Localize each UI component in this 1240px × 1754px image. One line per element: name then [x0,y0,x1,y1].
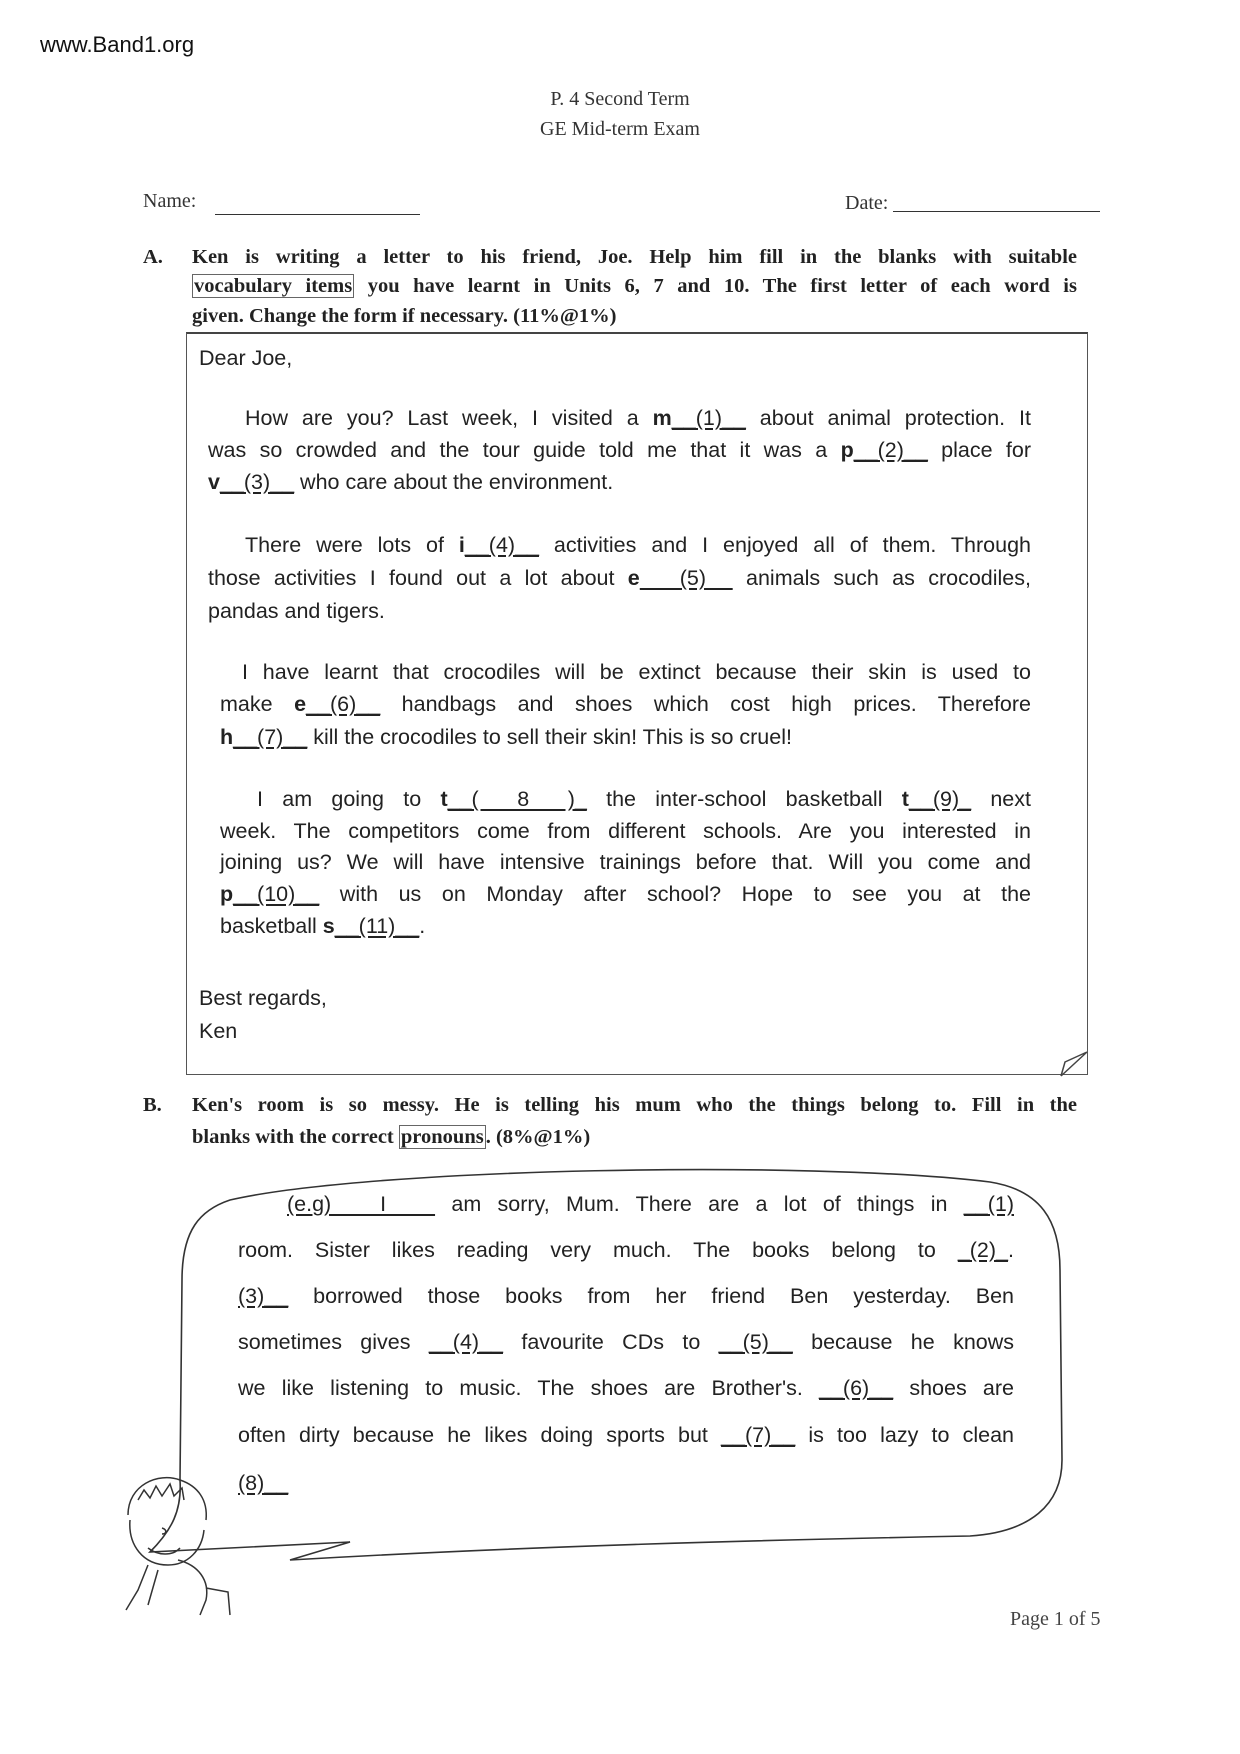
answer-blank[interactable]: __(9)_ [908,787,972,811]
first-letter-hint: i [458,533,465,557]
text-segment: animals such as crocodiles, [732,566,1031,590]
text-segment: . (8%@1%) [485,1126,591,1148]
text-line [192,1094,1077,1117]
text-segment: we like listening to music. The shoes are Brother's. [238,1376,820,1400]
text-segment: room. Sister likes reading very much. The books belong to [238,1238,958,1262]
text-segment: make [220,692,295,716]
text-segment: the inter-school basketball [586,787,902,811]
text-line [242,659,1031,685]
text-segment: with us on Monday after school? Hope to see you at the [319,882,1031,906]
answer-blank[interactable]: __(5)__ [718,1330,793,1354]
first-letter-hint: e [627,566,640,590]
text-segment: next [971,787,1031,811]
text-line [208,598,1031,624]
text-line [245,532,1031,558]
text-segment: . [419,914,426,938]
text-segment: Ken is writing a letter to his friend, Joe. Help him fill in the blanks with suitable [192,246,1077,268]
section-a-label: A. [143,246,163,268]
answer-blank[interactable]: __(3)__ [219,470,295,494]
text-segment: am sorry, Mum. There are a lot of things in [435,1192,964,1216]
text-segment: There were lots of [245,533,459,557]
first-letter-hint: t [901,787,909,811]
text-line [257,786,1031,812]
page-number: Page 1 of 5 [1010,1608,1101,1630]
text-line [220,849,1031,875]
first-letter-hint: p [840,438,854,462]
answer-blank[interactable]: _(2)_ [957,1238,1009,1262]
text-segment: who care about the environment. [294,470,614,494]
text-line [220,881,1031,907]
text-segment: blanks with the correct [192,1126,399,1148]
text-line [238,1470,1014,1496]
text-segment: I am going to [257,787,441,811]
text-segment: activities and I enjoyed all of them. Through [539,533,1031,557]
text-segment: Ken's room is so messy. He is telling his mum who the things belong to. Fill in the [192,1094,1077,1116]
text-line [220,724,1031,750]
answer-blank[interactable]: __( 8 )_ [447,787,587,811]
text-segment: often dirty because he likes doing sports but [238,1423,722,1447]
text-line [238,1375,1014,1401]
watermark: www.Band1.org [40,32,195,57]
answer-blank[interactable]: __(6)__ [306,692,381,716]
text-segment: you have learnt in Units 6, 7 and 10. The first letter of each word is [354,275,1077,297]
answer-blank[interactable]: __(4)__ [428,1330,503,1354]
text-line [208,469,1031,495]
page-curl-icon [1057,1048,1091,1078]
text-segment: borrowed those books from her friend Ben yesterday. Ben [288,1284,1014,1308]
text-segment: How are you? Last week, I visited a [245,406,653,430]
answer-blank[interactable]: __(7)__ [233,725,308,749]
name-field[interactable] [215,214,420,215]
text-segment: shoes are [893,1376,1014,1400]
answer-blank[interactable]: __(1) [963,1192,1014,1216]
text-segment: was so crowded and the tour guide told me that it was a [208,438,841,462]
first-letter-hint: v [208,470,220,494]
first-letter-hint: h [220,725,234,749]
first-letter-hint: m [652,406,672,430]
text-line [220,913,1031,939]
boy-illustration-icon [118,1470,258,1620]
answer-blank[interactable]: (5) [639,566,733,590]
text-line [238,1237,1014,1263]
text-segment: given. Change the form if necessary. (11%@1%) [192,305,617,327]
text-segment: place for [927,438,1032,462]
text-line [238,1283,1014,1309]
answer-blank[interactable]: (8)__ [238,1471,289,1495]
answer-blank[interactable]: (e.g) I [287,1192,436,1216]
answer-blank[interactable]: __(6)__ [819,1376,894,1400]
answer-blank[interactable]: (3)__ [238,1284,289,1308]
text-segment: about animal protection. It [745,406,1032,430]
text-line [287,1191,1014,1217]
text-line [220,691,1031,717]
text-line [238,1329,1014,1355]
first-letter-hint: p [220,882,234,906]
text-line [192,275,1077,298]
text-line [192,305,1077,328]
text-line [192,1126,1077,1149]
first-letter-hint: e [294,692,307,716]
text-segment: favourite CDs to [502,1330,719,1354]
answer-blank[interactable]: __(2)__ [853,438,928,462]
name-label: Name: [143,190,197,212]
text-line [245,405,1031,431]
first-letter-hint: s [322,914,335,938]
exam-title: GE Mid-term Exam [540,118,700,140]
letter-closing: Best regards, [199,986,327,1010]
text-line [208,565,1031,591]
text-segment: week. The competitors come from different schools. Are you interested in [220,819,1031,843]
first-letter-hint: t [440,787,448,811]
answer-blank[interactable]: __(11)__ [334,914,420,938]
boxed-keyword: vocabulary items [194,275,353,297]
answer-blank[interactable]: __(10)__ [233,882,320,906]
text-segment: kill the crocodiles to sell their skin! This is so cruel! [307,725,792,749]
text-line [220,818,1031,844]
text-segment: because he knows [792,1330,1015,1354]
text-segment: . [1008,1238,1014,1262]
text-segment: pandas and tigers. [208,599,385,623]
text-line [208,437,1031,463]
text-segment: basketball [220,914,323,938]
answer-blank[interactable]: __(4)__ [464,533,539,557]
letter-salutation: Dear Joe, [199,346,293,370]
date-label: Date: [845,192,889,214]
exam-term: P. 4 Second Term [550,88,690,110]
text-line [238,1422,1014,1448]
text-segment: handbags and shoes which cost high prices. Therefore [380,692,1031,716]
answer-blank[interactable]: __(1)__ [671,406,746,430]
letter-signature: Ken [199,1019,238,1043]
date-field[interactable] [893,211,1100,212]
answer-blank[interactable]: __(7)__ [721,1423,796,1447]
text-segment: sometimes gives [238,1330,429,1354]
section-b-label: B. [143,1094,162,1116]
text-segment: is too lazy to clean [795,1423,1014,1447]
boxed-keyword: pronouns [400,1126,484,1148]
text-segment: those activities I found out a lot about [208,566,628,590]
text-line [192,246,1077,269]
text-segment: I have learnt that crocodiles will be extinct because their skin is used to [242,660,1031,684]
text-segment: joining us? We will have intensive trainings before that. Will you come and [220,850,1031,874]
